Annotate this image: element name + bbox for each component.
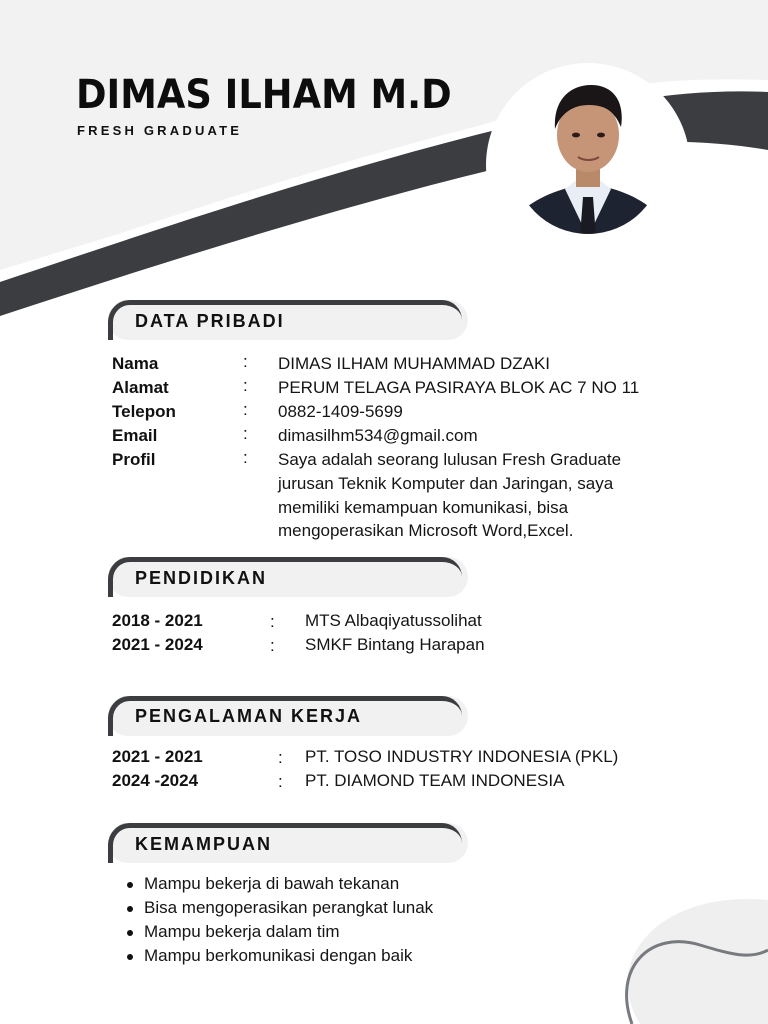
colon: : [270, 636, 275, 655]
colon: : [243, 352, 248, 371]
section-title: PENGALAMAN KERJA [135, 706, 363, 726]
education-period: 2018 - 2021 [112, 611, 203, 630]
colon: : [243, 376, 248, 395]
colon: : [278, 748, 283, 767]
education-school: MTS Albaqiyatussolihat [305, 611, 482, 630]
label-email: Email [112, 426, 158, 445]
section-title: DATA PRIBADI [135, 311, 285, 331]
section-header-pengalaman-kerja [108, 696, 468, 736]
profil-line: jurusan Teknik Komputer dan Jaringan, saya [278, 474, 614, 493]
colon: : [278, 772, 283, 791]
value-email: dimasilhm534@gmail.com [278, 426, 478, 445]
section-title: PENDIDIKAN [135, 568, 268, 588]
colon: : [270, 612, 275, 631]
colon: : [243, 448, 248, 467]
experience-company: PT. DIAMOND TEAM INDONESIA [305, 771, 565, 790]
value-telepon: 0882-1409-5699 [278, 402, 403, 421]
list-item: Mampu bekerja di bawah tekanan [122, 872, 433, 896]
label-nama: Nama [112, 354, 159, 373]
profil-line: memiliki kemampuan komunikasi, bisa [278, 498, 569, 517]
list-item: Bisa mengoperasikan perangkat lunak [122, 896, 433, 920]
colon: : [243, 424, 248, 443]
label-alamat: Alamat [112, 378, 169, 397]
colon: : [243, 400, 248, 419]
education-school: SMKF Bintang Harapan [305, 635, 485, 654]
list-item: Mampu bekerja dalam tim [122, 920, 433, 944]
list-item: Mampu berkomunikasi dengan baik [122, 944, 433, 968]
section-header-data-pribadi [108, 300, 468, 340]
experience-period: 2021 - 2021 [112, 747, 203, 766]
section-header-kemampuan [108, 823, 468, 863]
section-title: KEMAMPUAN [135, 834, 272, 854]
experience-period: 2024 -2024 [112, 771, 199, 790]
value-alamat: PERUM TELAGA PASIRAYA BLOK AC 7 NO 11 [278, 378, 640, 397]
candidate-role: FRESH GRADUATE [77, 123, 243, 138]
skills-list [122, 872, 433, 968]
candidate-name: DIMAS ILHAM M.D [76, 72, 452, 118]
profil-line: mengoperasikan Microsoft Word,Excel. [278, 521, 574, 540]
education-period: 2021 - 2024 [112, 635, 203, 654]
value-nama: DIMAS ILHAM MUHAMMAD DZAKI [278, 354, 551, 373]
profile-photo [515, 77, 661, 237]
profil-line: Saya adalah seorang lulusan Fresh Graduate [278, 450, 622, 469]
label-profil: Profil [112, 450, 156, 469]
label-telepon: Telepon [112, 402, 176, 421]
experience-company: PT. TOSO INDUSTRY INDONESIA (PKL) [305, 747, 619, 766]
section-header-pendidikan [108, 557, 468, 597]
